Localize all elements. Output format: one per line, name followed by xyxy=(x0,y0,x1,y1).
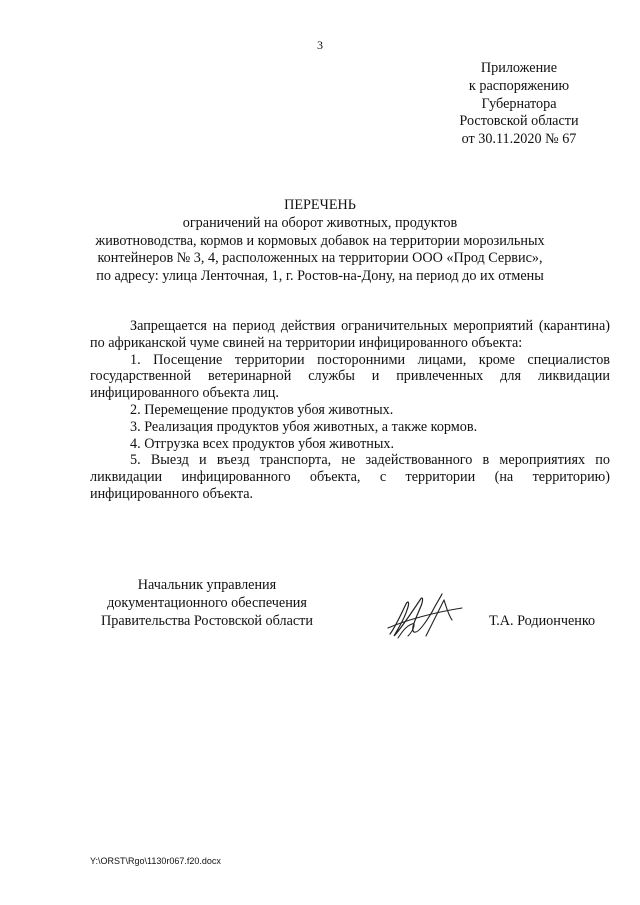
appendix-line: Приложение xyxy=(480,60,558,76)
list-item: 5. Выезд и въезд транспорта, не задействованного в мероприятиях по ликвидации инфицированного объекта, с территории (на территорию) инфицированного объекта. xyxy=(90,452,610,502)
heading-line: по адресу: улица Ленточная, 1, г. Ростов-на-Дону, на период до их отмены xyxy=(96,268,544,285)
handwritten-signature xyxy=(386,590,468,642)
signer-position-line: Начальник управления xyxy=(137,577,277,593)
list-item: 2. Перемещение продуктов убоя животных. xyxy=(130,401,394,418)
intro-paragraph: Запрещается на период действия ограничительных мероприятий (карантина) по африканской чуме свиней на территории инфицированного объекта: xyxy=(90,318,610,351)
list-item: 3. Реализация продуктов убоя животных, а также кормов. xyxy=(130,418,478,435)
document-body xyxy=(90,318,610,503)
file-path: Y:\ORST\Rgo\1130r067.f20.docx xyxy=(90,856,221,866)
appendix-stamp xyxy=(437,60,601,149)
heading-line: контейнеров № 3, 4, расположенных на территории ООО «Прод Сервис», xyxy=(97,250,543,267)
signer-position xyxy=(87,577,327,630)
appendix-line: Губернатора xyxy=(481,95,557,112)
appendix-date-number: от 30.11.2020 № 67 xyxy=(461,131,577,148)
appendix-line: Ростовской области xyxy=(459,113,579,130)
document-title: ПЕРЕЧЕНЬ xyxy=(284,197,356,213)
list-item: 1. Посещение территории посторонними лицами, кроме специалистов государственной ветеринарной службы и привлеченных для ликвидации инфицированного объекта лиц. xyxy=(90,351,610,402)
signer-name: Т.А. Родионченко xyxy=(489,613,596,629)
heading-line: ограничений на оборот животных, продуктов xyxy=(182,214,458,231)
document-heading xyxy=(0,197,640,286)
heading-line: животноводства, кормов и кормовых добавок на территории морозильных xyxy=(95,232,545,249)
signer-position-line: документационного обеспечения xyxy=(107,594,307,611)
list-item: 4. Отгрузка всех продуктов убоя животных. xyxy=(130,435,395,452)
signer-position-line: Правительства Ростовской области xyxy=(101,612,313,629)
page-number: 3 xyxy=(317,38,323,52)
appendix-line: к распоряжению xyxy=(468,77,570,94)
